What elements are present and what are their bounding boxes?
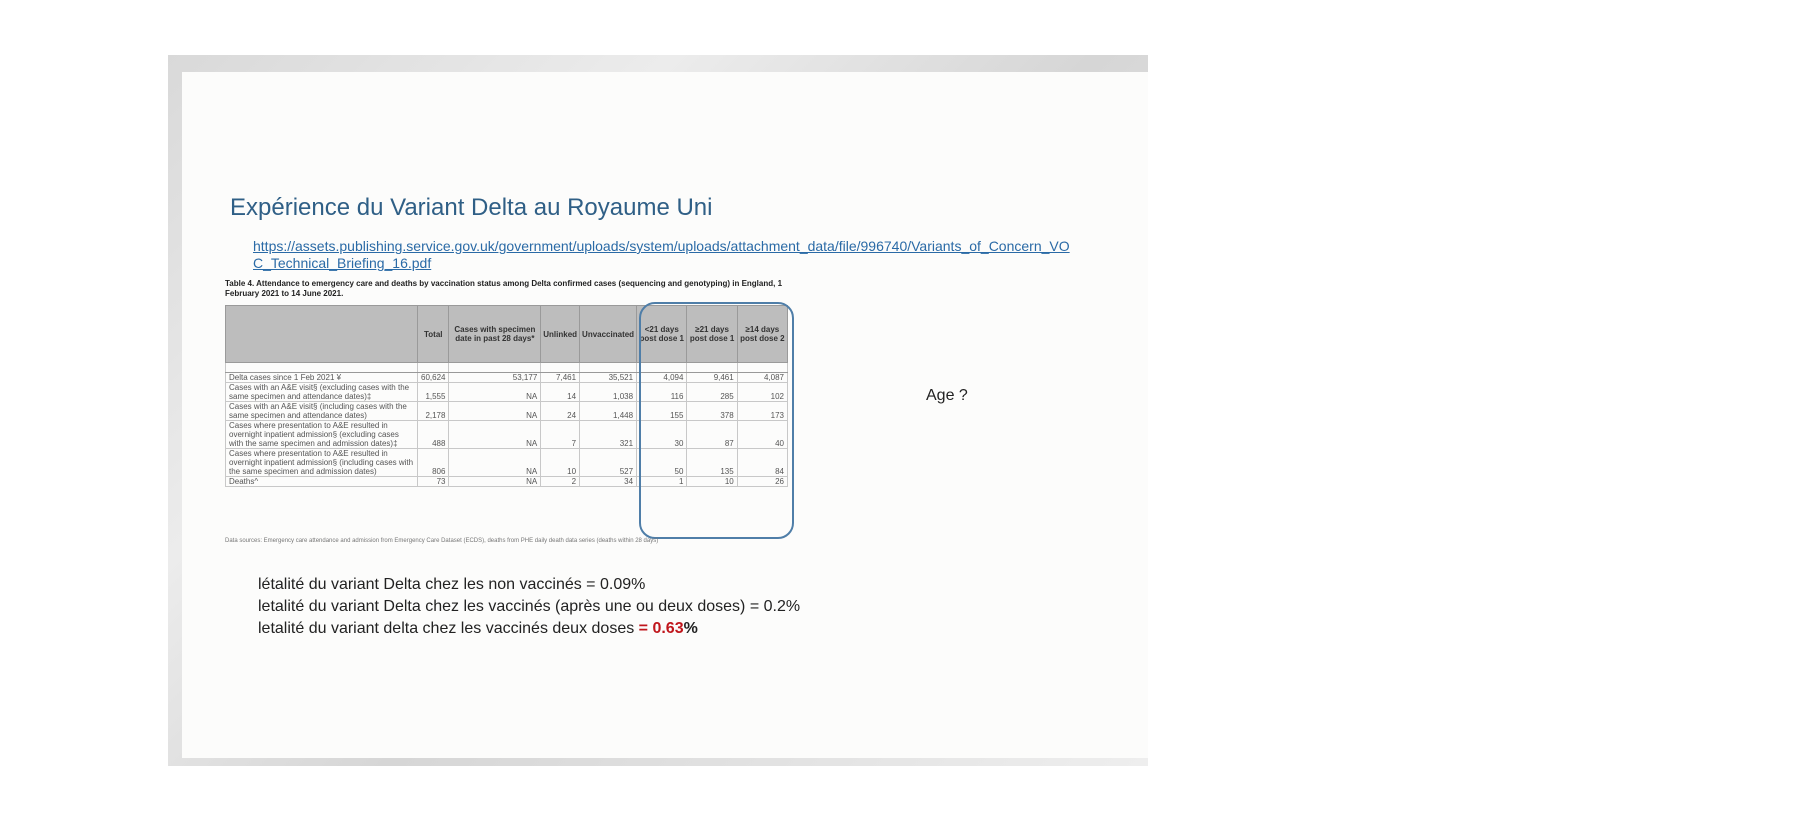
table-cell: 1,555 [418, 383, 449, 402]
lethality-two-doses-text [258, 620, 698, 638]
table-cell: 2,178 [418, 402, 449, 421]
table-cell: 116 [637, 383, 687, 402]
table-cell: 102 [737, 383, 787, 402]
table-caption: Table 4. Attendance to emergency care and deaths by vaccination status among Delta confirmed cases (sequencing and genotyping) in England, 1 February 2021 to 14 June 2021. [225, 279, 783, 298]
table-cell: 321 [580, 421, 637, 449]
table-cell: NA [449, 477, 541, 487]
table-cell: Cases with an A&E visit§ (excluding cases with the same specimen and attendance dates)‡ [226, 383, 418, 402]
table-cell: 1 [637, 477, 687, 487]
lethality-unvaccinated-text: létalité du variant Delta chez les non vaccinés = 0.09% [258, 576, 646, 593]
table-cell: NA [449, 449, 541, 477]
lethality-two-doses-value: = 0.63 [638, 620, 684, 637]
table-cell: 26 [737, 477, 787, 487]
table-cell: 806 [418, 449, 449, 477]
table-cell: 155 [637, 402, 687, 421]
lethality-two-doses-label: letalité du variant delta chez les vaccinés deux doses [258, 620, 639, 637]
table-cell: 14 [541, 383, 580, 402]
table-cell: 9,461 [687, 373, 737, 383]
table-cell: 4,087 [737, 373, 787, 383]
table-cell: 30 [637, 421, 687, 449]
table-cell: Cases with an A&E visit§ (including cases with the same specimen and attendance dates) [226, 402, 418, 421]
vaccinated-columns-highlight [639, 302, 794, 539]
table-header-cell: Cases with specimen date in past 28 days* [449, 306, 541, 363]
table-header-cell: Unvaccinated [580, 306, 637, 363]
slide-title: Expérience du Variant Delta au Royaume Uni [230, 194, 713, 221]
table-cell: 50 [637, 449, 687, 477]
table-cell: 1,448 [580, 402, 637, 421]
table-cell: 24 [541, 402, 580, 421]
table-cell: 35,521 [580, 373, 637, 383]
table-header-cell: ≥14 days post dose 2 [737, 306, 787, 363]
table-cell: NA [449, 383, 541, 402]
table-cell: Cases where presentation to A&E resulted in overnight inpatient admission§ (including cases with the same specimen and admission dates) [226, 449, 418, 477]
table-cell: 4,094 [637, 373, 687, 383]
table-cell: 40 [737, 421, 787, 449]
age-question-label: Age ? [926, 387, 968, 404]
table-cell: 10 [541, 449, 580, 477]
table-cell: 135 [687, 449, 737, 477]
table-header-cell: ≥21 days post dose 1 [687, 306, 737, 363]
source-link[interactable]: https://assets.publishing.service.gov.uk/government/uploads/system/uploads/attachment_data/file/996740/Variants_of_Concern_VOC_Technical_Briefing_16.pdf [253, 238, 1070, 271]
table-cell: 7,461 [541, 373, 580, 383]
table-cell: Deaths^ [226, 477, 418, 487]
table-cell: 488 [418, 421, 449, 449]
table-cell: 84 [737, 449, 787, 477]
table-cell: 53,177 [449, 373, 541, 383]
table-cell: 173 [737, 402, 787, 421]
lethality-two-doses-percent: % [683, 620, 698, 637]
table-header-cell: Unlinked [541, 306, 580, 363]
table-cell: Cases where presentation to A&E resulted in overnight inpatient admission§ (excluding cases with the same specimen and admission dates)‡ [226, 421, 418, 449]
table-cell: 60,624 [418, 373, 449, 383]
table-cell: Delta cases since 1 Feb 2021 ¥ [226, 373, 418, 383]
table-cell: 10 [687, 477, 737, 487]
table-cell: NA [449, 421, 541, 449]
table-cell: 1,038 [580, 383, 637, 402]
table-cell: 2 [541, 477, 580, 487]
table-cell: NA [449, 402, 541, 421]
table-cell: 285 [687, 383, 737, 402]
data-source-note: Data sources: Emergency care attendance and admission from Emergency Care Dataset (ECDS), deaths from PHE daily death data series (deaths within 28 days) [225, 538, 659, 544]
lethality-vaccinated-text: letalité du variant Delta chez les vaccinés (après une ou deux doses) = 0.2% [258, 598, 801, 615]
table-cell: 73 [418, 477, 449, 487]
table-header-cell: Total [418, 306, 449, 363]
table-cell: 378 [687, 402, 737, 421]
table-cell: 34 [580, 477, 637, 487]
table-header-cell [226, 306, 418, 363]
table-header-cell: <21 days post dose 1 [637, 306, 687, 363]
table-cell: 87 [687, 421, 737, 449]
table-cell: 7 [541, 421, 580, 449]
table-cell: 527 [580, 449, 637, 477]
